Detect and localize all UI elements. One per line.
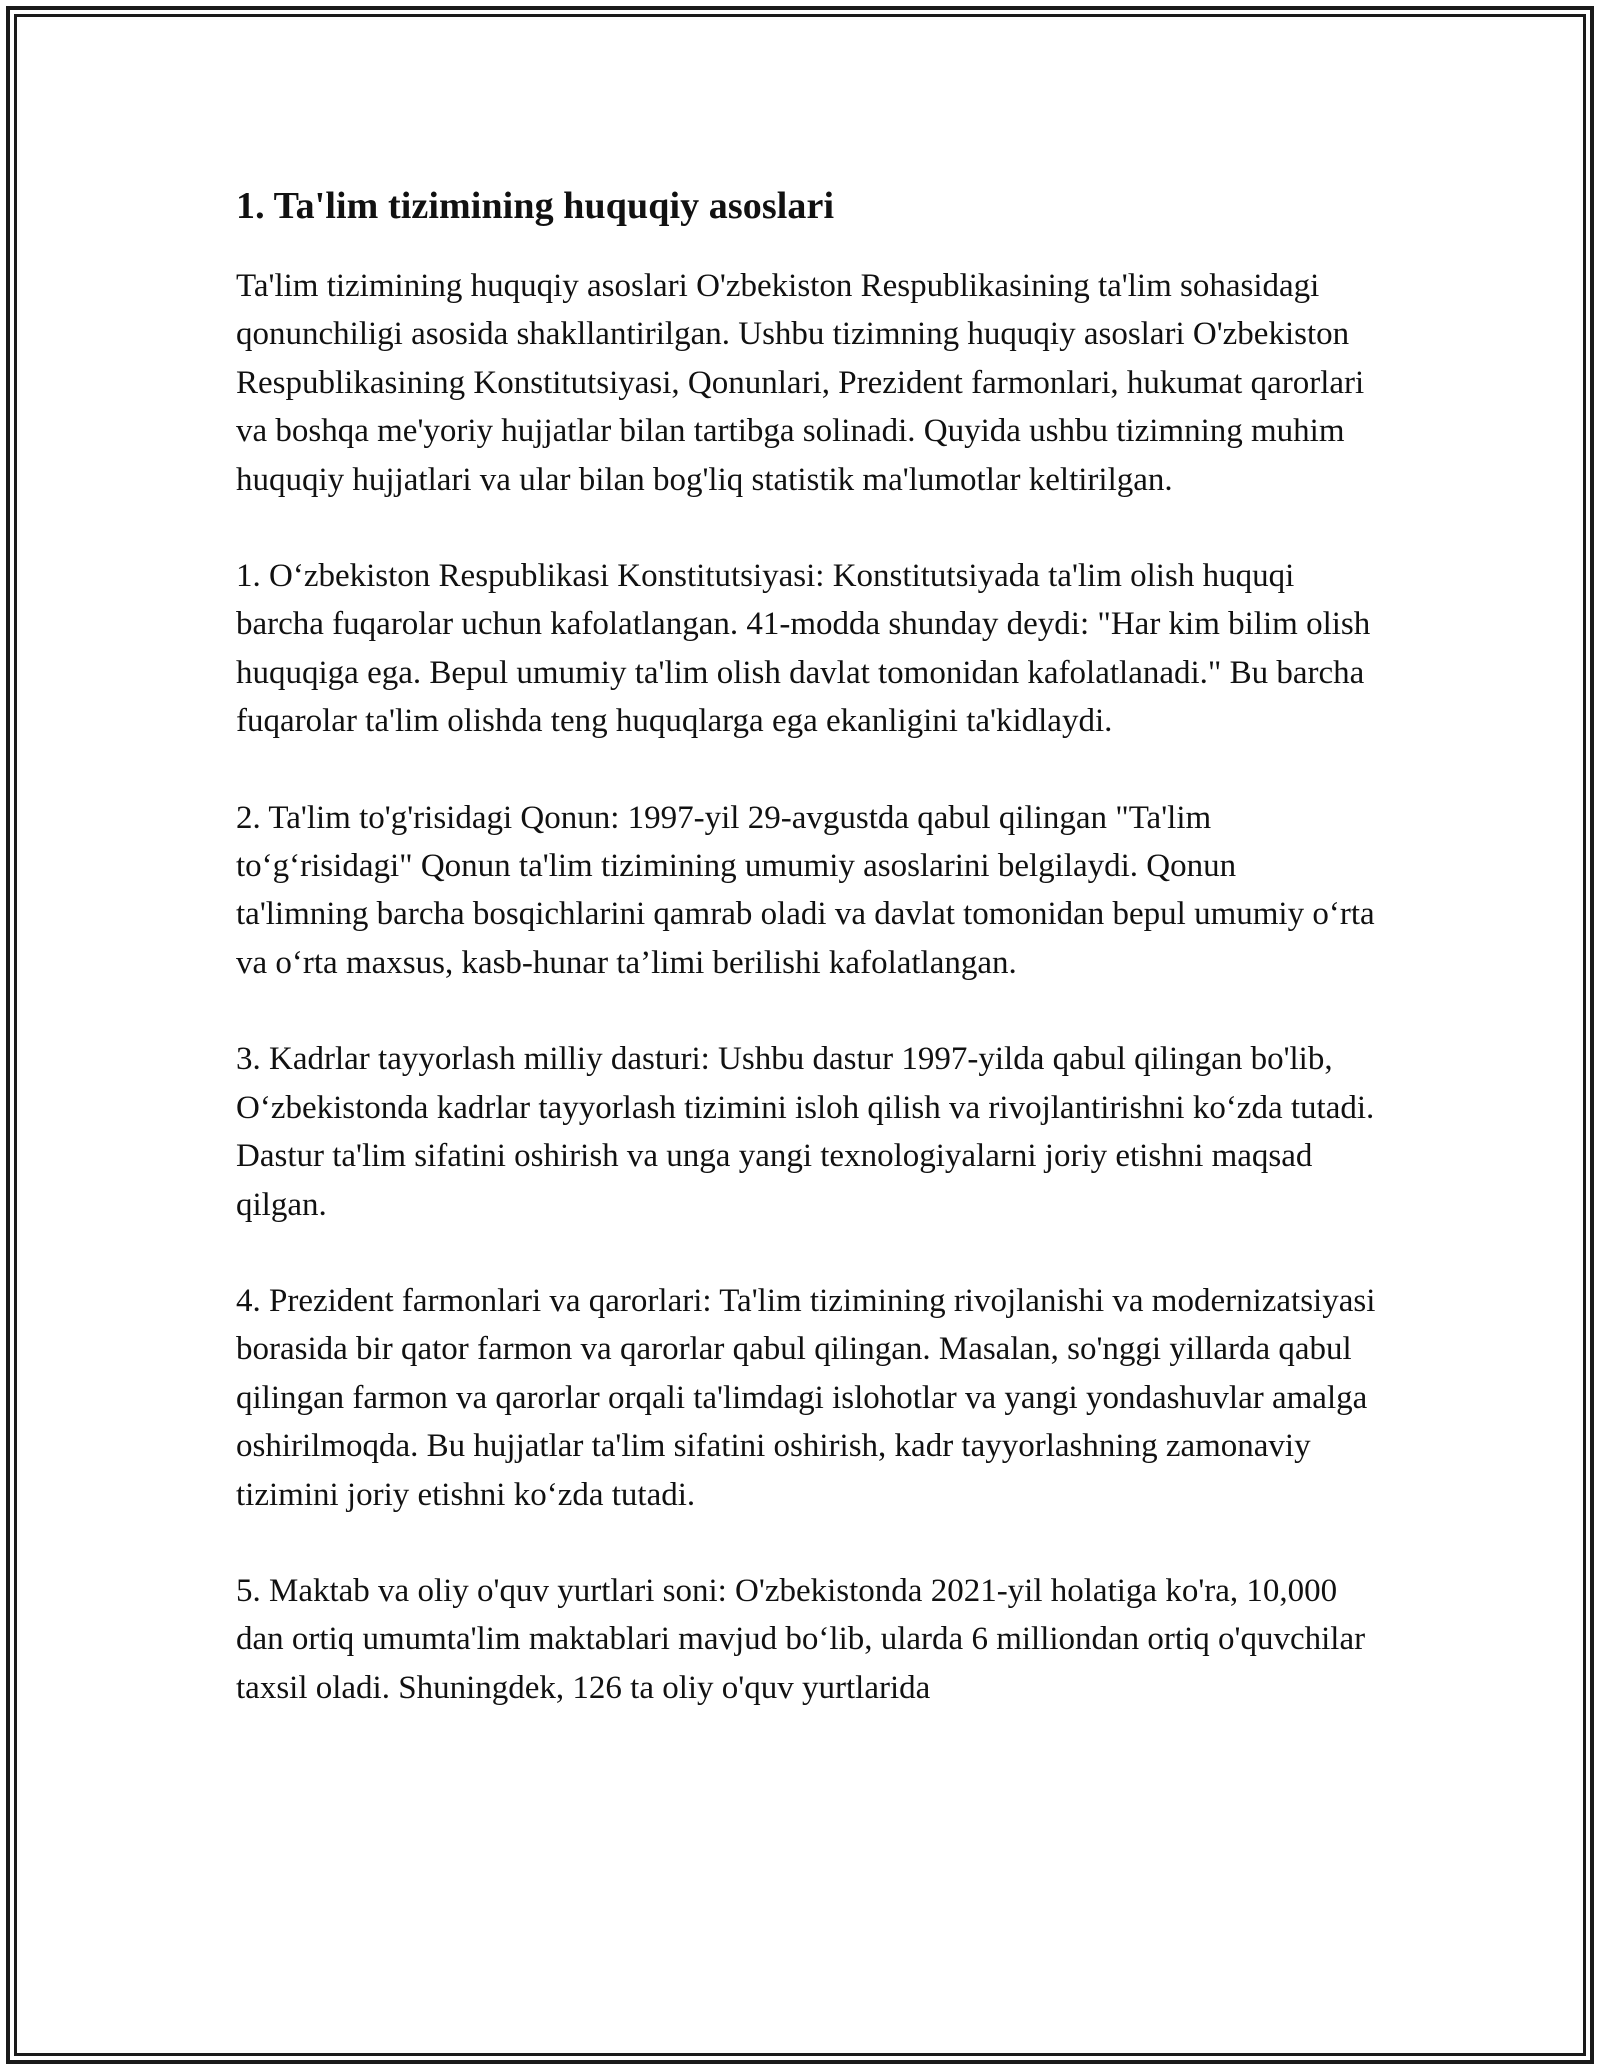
paragraph-education-law: 2. Ta'lim to'g'risidagi Qonun: 1997-yil 29-avgustda qabul qilingan "Ta'lim to‘g‘risidagi" Qonun ta'lim tizimining umumiy asoslarini belgilaydi. Qonun ta'limning barcha bosqichlarini qamrab oladi va davlat tomonidan bepul umumiy o‘rta va o‘rta maxsus, kasb-hunar ta’limi berilishi kafolatlangan.: [236, 799, 1375, 981]
document-body: [236, 184, 1376, 1760]
intro-paragraph: Ta'lim tizimining huquqiy asoslari O'zbekiston Respublikasining ta'lim sohasidagi qonunchiligi asosida shakllantirilgan. Ushbu tizimning huquqiy asoslari O'zbekiston Respublikasining Konstitutsiyasi, Qonunlari, Prezident farmonlari, hukumat qarorlari va boshqa me'yoriy hujjatlar bilan tartibga solinadi. Quyida ushbu tizimning muhim huquqiy hujjatlari va ular bilan bog'liq statistik ma'lumotlar keltirilgan.: [236, 268, 1365, 498]
paragraph-schools-count: 5. Maktab va oliy o'quv yurtlari soni: O'zbekistonda 2021-yil holatiga ko'ra, 10,000 dan ortiq umumta'lim maktablari mavjud bo‘lib, ularda 6 milliondan ortiq o'quvchilar taxsil oladi. Shuningdek, 126 ta oliy o'quv yurtlarida: [236, 1572, 1366, 1706]
paragraph-personnel-program: 3. Kadrlar tayyorlash milliy dasturi: Ushbu dastur 1997-yilda qabul qilingan bo'lib, O‘zbekistonda kadrlar tayyorlash tizimini isloh qilish va rivojlantirishni ko‘zda tutadi. Dastur ta'lim sifatini oshirish va unga yangi texnologiyalarni joriy etishni maqsad qilgan.: [236, 1041, 1375, 1223]
paragraph-constitution: 1. O‘zbekiston Respublikasi Konstitutsiyasi: Konstitutsiyada ta'lim olish huquqi barcha fuqarolar uchun kafolatlangan. 41-modda shunday deydi: "Har kim bilim olish huquqiga ega. Bepul umumiy ta'lim olish davlat tomonidan kafolatlanadi." Bu barcha fuqarolar ta'lim olishda teng huquqlarga ega ekanligini ta'kidlaydi.: [236, 558, 1371, 740]
section-title: 1. Ta'lim tizimining huquqiy asoslari: [236, 185, 835, 227]
paragraph-presidential-decrees: 4. Prezident farmonlari va qarorlari: Ta'lim tizimining rivojlanishi va modernizatsiyasi borasida bir qator farmon va qarorlar qabul qilingan. Masalan, so'nggi yillarda qabul qilingan farmon va qarorlar orqali ta'limdagi islohotlar va yangi yondashuvlar amalga oshirilmoqda. Bu hujjatlar ta'lim sifatini oshirish, kadr tayyorlashning zamonaviy tizimini joriy etishni ko‘zda tutadi.: [236, 1282, 1376, 1513]
